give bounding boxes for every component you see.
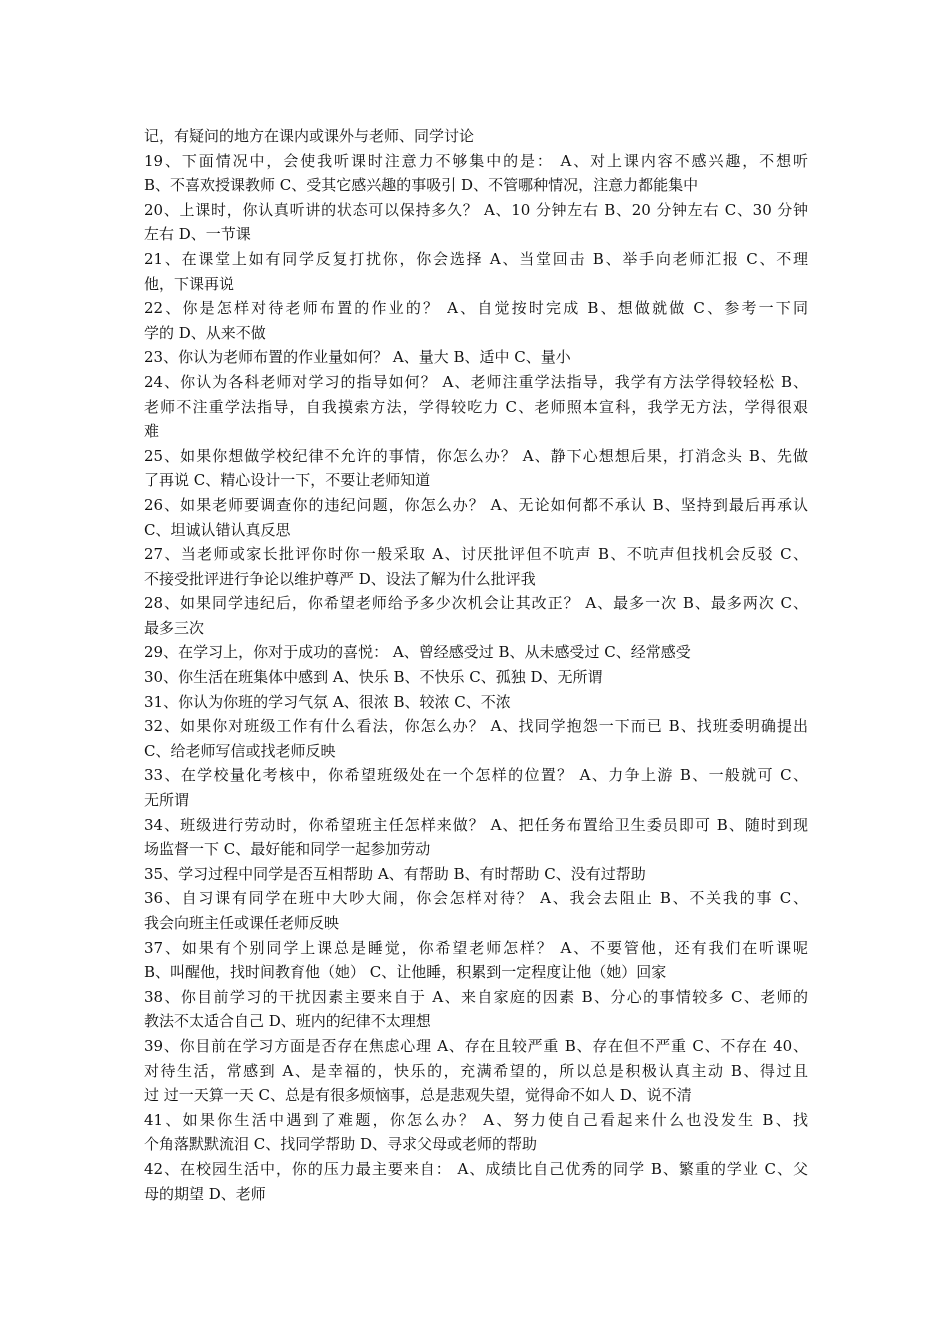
text-line: 28、如果同学违纪后，你希望老师给予多少次机会让其改正？ A、最多一次 B、最多两次 C、 [144,594,808,613]
text-line: 37、如果有个别同学上课总是睡觉，你希望老师怎样？ A、不要管他，还有我们在听课呢 [144,938,808,957]
text-line: 27、当老师或家长批评你时你一般采取 A、讨厌批评但不吭声 B、不吭声但找机会反驳 C、 [144,545,808,564]
text-line: 无所谓 [144,791,190,810]
text-line: 教法不太适合自己 D、班内的纪律不太理想 [144,1012,431,1031]
text-line: 学的 D、从来不做 [144,323,266,342]
text-line: 左右 D、一节课 [144,225,251,244]
text-line: 30、你生活在班集体中感到 A、快乐 B、不快乐 C、孤独 D、无所谓 [144,668,603,687]
text-line: 22、你是怎样对待老师布置的作业的？ A、自觉按时完成 B、想做就做 C、参考一下同 [144,299,808,318]
text-line: C、坦诚认错认真反思 [144,520,291,539]
text-line: 34、班级进行劳动时，你希望班主任怎样来做？ A、把任务布置给卫生委员即可 B、随时到现 [144,815,808,834]
text-line: 42、在校园生活中，你的压力最主要来自： A、成绩比自己优秀的同学 B、繁重的学业 C、父 [144,1159,808,1178]
text-line: 他，下课再说 [144,274,235,293]
text-line: 32、如果你对班级工作有什么看法，你怎么办？ A、找同学抱怨一下而已 B、找班委明确提出 [144,717,808,736]
text-line: 我会向班主任或课任老师反映 [144,914,340,932]
text-line: 31、你认为你班的学习气氛 A、很浓 B、较浓 C、不浓 [144,692,511,711]
text-line: 38、你目前学习的干扰因素主要来自于 A、来自家庭的因素 B、分心的事情较多 C、老师的 [144,987,808,1006]
text-line: 33、在学校量化考核中，你希望班级处在一个怎样的位置？ A、力争上游 B、一般就可 C、 [144,766,808,785]
text-line: 25、如果你想做学校纪律不允许的事情，你怎么办？ A、静下心想想后果，打消念头 B、先做 [144,446,808,465]
text-line: B、叫醒他，找时间教育他（她） C、让他睡，积累到一定程度让他（她）回家 [144,963,667,982]
text-line: 29、在学习上，你对于成功的喜悦： A、曾经感受过 B、从未感受过 C、经常感受 [144,643,691,662]
text-line: B、不喜欢授课教师 C、受其它感兴趣的事吸引 D、不管哪种情况，注意力都能集中 [144,176,699,195]
text-line: 20、上课时，你认真听讲的状态可以保持多久？ A、10 分钟左右 B、20 分钟左右 C、30 分钟 [144,200,808,219]
text-line: 母的期望 D、老师 [144,1184,266,1203]
text-line: 35、学习过程中同学是否互相帮助 A、有帮助 B、有时帮助 C、没有过帮助 [144,864,646,883]
text-line: 41、如果你生活中遇到了难题，你怎么办？ A、努力使自己看起来什么也没发生 B、找 [144,1110,808,1129]
text-line: 个角落默默流泪 C、找同学帮助 D、寻求父母或老师的帮助 [144,1135,538,1154]
text-line: 难 [144,422,160,441]
text-line: 24、你认为各科老师对学习的指导如何？ A、老师注重学法指导，我学有方法学得较轻松 B、 [144,372,808,391]
text-line: 不接受批评进行争论以维护尊严 D、设法了解为什么批评我 [144,569,536,588]
text-line: 场监督一下 C、最好能和同学一起参加劳动 [144,840,431,859]
text-line: 最多三次 [144,618,205,637]
text-line: 26、如果老师要调查你的违纪问题，你怎么办？ A、无论如何都不承认 B、坚持到最后再承认 [144,495,808,514]
text-line: 36、自习课有同学在班中大吵大闹，你会怎样对待？ A、我会去阻止 B、不关我的事 C、 [144,889,808,908]
text-line: 21、在课堂上如有同学反复打扰你，你会选择 A、当堂回击 B、举手向老师汇报 C、不理 [144,249,808,268]
text-line: 对待生活，常感到 A、是幸福的，快乐的，充满希望的，所以总是积极认真主动 B、得过且 [144,1061,808,1080]
text-line: 了再说 C、精心设计一下，不要让老师知道 [144,471,431,490]
text-line: 老师不注重学法指导，自我摸索方法，学得较吃力 C、老师照本宣科，我学无方法，学得很艰 [144,397,808,416]
text-line: C、给老师写信或找老师反映 [144,741,336,760]
text-line: 23、你认为老师布置的作业量如何？ A、量大 B、适中 C、量小 [144,348,571,367]
text-line: 记，有疑问的地方在课内或课外与老师、同学讨论 [144,127,475,145]
text-line: 过 过一天算一天 C、总是有很多烦恼事，总是悲观失望，觉得命不如人 D、说不清 [144,1086,692,1105]
text-line: 39、你目前在学习方面是否存在焦虑心理 A、存在且较严重 B、存在但不严重 C、不存在 40、 [144,1036,808,1055]
text-line: 19、下面情况中，会使我听课时注意力不够集中的是： A、对上课内容不感兴趣，不想听 [144,151,808,170]
document-body [144,124,808,1206]
